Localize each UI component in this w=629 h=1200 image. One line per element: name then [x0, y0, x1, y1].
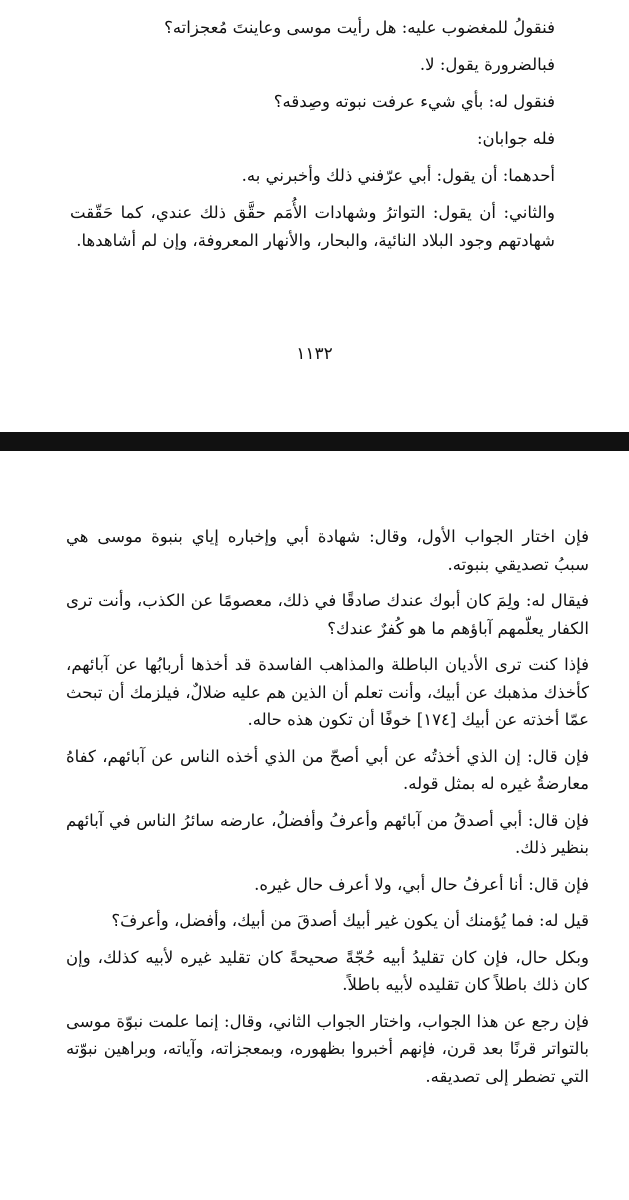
bottom-page-text	[66, 523, 589, 1099]
paragraph: فإن رجع عن هذا الجواب، واختار الجواب الثاني، وقال: إنما علمت نبوّة موسى بالتواتر قرنًا بعد قرن، فإنهم أخبروا بظهوره، وبمعجزاته، وآياته، وبراهين نبوّته التي تضطر إلى تصديقه.	[66, 1011, 589, 1086]
paragraph: أحدهما: أن يقول: أبي عرّفني ذلك وأخبرني به.	[241, 166, 555, 185]
paragraph: فإن قال: أبي أصدقُ من آبائهم وأعرفُ وأفضلُ، عارضه سائرُ الناس في آبائهم بنظير ذلك.	[66, 810, 589, 857]
paragraph: فإذا كنت ترى الأديان الباطلة والمذاهب الفاسدة قد أخذها أربابُها عن آبائهم، كأخذك مذهبك عن أبيك، وأنت تعلم أن الذين هم عليه ضلالٌ، فيلزمك أن تبحث عمّا أخذته عن أبيك [١٧٤] خوفًا أن تكون هذه حاله.	[66, 655, 589, 729]
paragraph: فبالضرورة يقول: لا.	[419, 55, 555, 74]
paragraph: وبكل حال، فإن كان تقليدُ أبيه حُجّةً صحيحةً كان تقليد غيره لأبيه كذلك، وإن كان ذلك باطلاً كان تقليده لأبيه باطلاً.	[66, 947, 589, 994]
page-divider	[0, 432, 629, 451]
paragraph: فإن قال: أنا أعرفُ حال أبي، ولا أعرف حال غيره.	[254, 874, 589, 894]
paragraph: فيقال له: ولِمَ كان أبوك عندك صادقًا في ذلك، معصومًا عن الكذب، وأنت ترى الكفار يعلّمهم آباؤهم ما هو كُفرٌ عندك؟	[66, 591, 589, 638]
top-page-text	[70, 14, 555, 264]
paragraph: فنقولُ للمغضوب عليه: هل رأيت موسى وعاينتَ مُعجزاته؟	[164, 18, 555, 37]
top-book-page	[0, 0, 629, 432]
paragraph: فنقول له: بأي شيء عرفت نبوته وصِدقه؟	[273, 92, 555, 111]
bottom-book-page	[0, 451, 629, 1200]
paragraph: فله جوابان:	[476, 129, 555, 148]
page-number: ١١٣٢	[296, 344, 333, 364]
paragraph: والثاني: أن يقول: التواترُ وشهادات الأُمَم حقَّق ذلك عندي، كما حَقّقت شهادتهم وجود البلاد النائية، والبحار، والأنهار المعروفة، وإن لم أشاهدها.	[70, 203, 555, 250]
paragraph: فإن اختار الجواب الأول، وقال: شهادة أبي وإخباره إياي بنبوة موسى هي سببُ تصديقي بنبوته.	[66, 527, 589, 574]
paragraph: فإن قال: إن الذي أخذتُه عن أبي أصحّ من الذي أخذه الناس عن آبائهم، كفاهُ معارضةُ غيره له بمثل قوله.	[66, 746, 589, 793]
paragraph: قيل له: فما يُؤمنك أن يكون غير أبيك أصدقَ من أبيك، وأفضل، وأعرفَ؟	[111, 911, 589, 930]
